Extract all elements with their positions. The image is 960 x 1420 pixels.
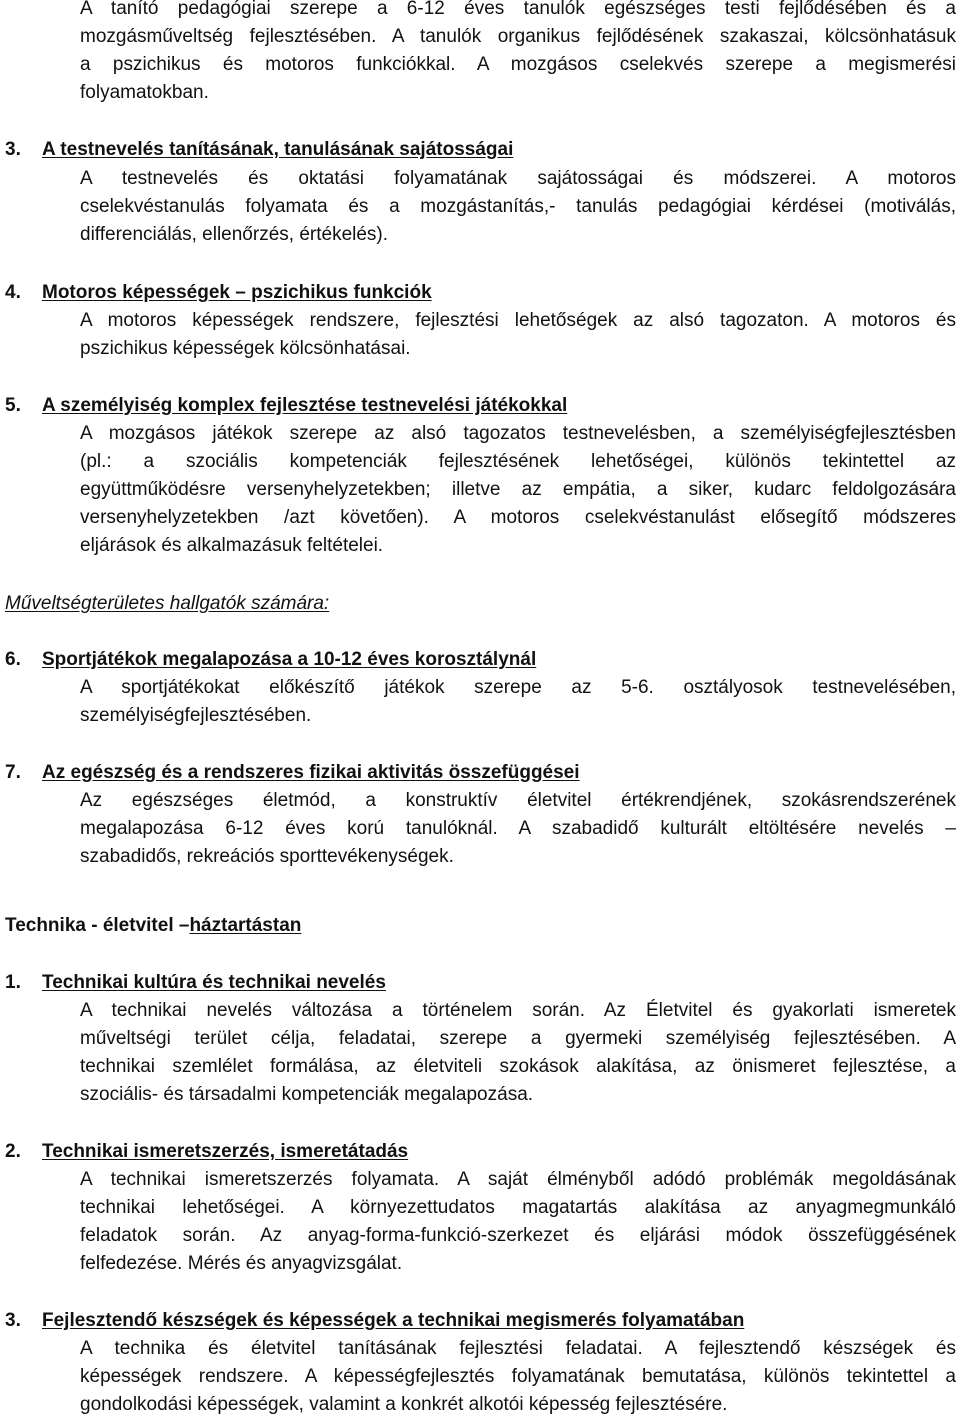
intro-line: a pszichikus és motoros funkciókkal. A mozgásos cselekvés szerepe a megismerési (80, 54, 956, 75)
subheading-italic: Műveltségterületes hallgatók számára: (5, 593, 330, 614)
item-line: képességek rendszere. A képességfejlesztés folyamatának bemutatása, különös tekintettel a (80, 1366, 956, 1387)
intro-line: mozgásműveltség fejlesztésében. A tanulók organikus fejlődésének szakaszai, kölcsönhatásuk (80, 26, 956, 47)
item-line: A mozgásos játékok szerepe az alsó tagozatos testnevelésben, a személyiségfejlesztésben (80, 423, 956, 444)
item-line: műveltségi terület célja, feladatai, szerepe a gyermeki személyiség fejlesztésében. A (80, 1028, 956, 1049)
item-number: 5. (5, 395, 21, 416)
item-number: 7. (5, 762, 21, 783)
item-heading (5, 1138, 408, 1166)
item-line: gondolkodási képességek, valamint a konkrét alkotói képesség fejlesztésére. (80, 1394, 728, 1415)
item-line: személyiségfejlesztésében. (80, 705, 312, 726)
item-line: A technikai ismeretszerzés folyamata. A saját élményből adódó problémák megoldásának (80, 1169, 956, 1190)
item-heading (5, 969, 386, 997)
item-title: Technikai kultúra és technikai nevelés (42, 972, 386, 993)
item-title: Fejlesztendő készségek és képességek a technikai megismerés folyamatában (42, 1310, 745, 1331)
section-heading (5, 912, 301, 940)
intro-line: A tanító pedagógiai szerepe a 6-12 éves tanulók egészséges testi fejlődésében és a (80, 0, 956, 19)
item-number: 2. (5, 1141, 21, 1162)
item-number: 4. (5, 282, 21, 303)
item-line: A testnevelés és oktatási folyamatának sajátosságai és módszerei. A motoros (80, 168, 956, 189)
item-title: A testnevelés tanításának, tanulásának sajátosságai (42, 139, 514, 160)
item-heading (5, 1307, 744, 1335)
item-heading (5, 136, 513, 164)
intro-line: folyamatokban. (80, 82, 209, 103)
item-title: Motoros képességek – pszichikus funkciók (42, 282, 432, 303)
item-number: 3. (5, 1310, 21, 1331)
item-line: A technika és életvitel tanításának fejlesztési feladatai. A fejlesztendő készségek és (80, 1338, 956, 1359)
item-line: A motoros képességek rendszere, fejlesztési lehetőségek az alsó tagozaton. A motoros és (80, 310, 956, 331)
item-number: 6. (5, 649, 21, 670)
item-line: eljárások és alkalmazásuk feltételei. (80, 535, 384, 556)
item-line: technikai szemlélet formálása, az életviteli szokások alakítása, az önismeret fejlesztése, a (80, 1056, 956, 1077)
item-title: A személyiség komplex fejlesztése testnevelési játékokkal (42, 395, 568, 416)
section-heading-underlined: háztartástan (189, 915, 302, 936)
item-heading (5, 646, 536, 674)
item-heading (5, 392, 567, 420)
item-line: felfedezése. Mérés és anyagvizsgálat. (80, 1253, 403, 1274)
item-line: szabadidős, rekreációs sporttevékenységek. (80, 846, 454, 867)
item-line: A sportjátékokat előkészítő játékok szerepe az 5-6. osztályosok testnevelésében, (80, 677, 956, 698)
item-heading (5, 279, 432, 307)
item-line: pszichikus képességek kölcsönhatásai. (80, 338, 411, 359)
item-line: versenyhelyzetekben /azt követően). A motoros cselekvéstanulást elősegítő módszeres (80, 507, 956, 528)
item-title: Az egészség és a rendszeres fizikai aktivitás összefüggései (42, 762, 580, 783)
item-line: (pl.: a szociális kompetenciák fejlesztésének lehetőségei, különös tekintettel az (80, 451, 956, 472)
item-number: 1. (5, 972, 21, 993)
item-line: A technikai nevelés változása a történelem során. Az Életvitel és gyakorlati ismeretek (80, 1000, 956, 1021)
item-title: Sportjátékok megalapozása a 10-12 éves korosztálynál (42, 649, 537, 670)
item-title: Technikai ismeretszerzés, ismeretátadás (42, 1141, 409, 1162)
item-line: feladatok során. Az anyag-forma-funkció-szerkezet és eljárási módok összefüggésének (80, 1225, 956, 1246)
item-line: differenciálás, ellenőrzés, értékelés). (80, 224, 389, 245)
item-line: cselekvéstanulás folyamata és a mozgástanítás,- tanulás pedagógiai kérdései (motiválás, (80, 196, 956, 217)
item-line: technikai lehetőségei. A környezettudatos magatartás alakítása az anyagmegmunkáló (80, 1197, 956, 1218)
item-heading (5, 759, 580, 787)
item-line: megalapozása 6-12 éves korú tanulóknál. A szabadidő kulturált eltöltésére nevelés – (80, 818, 956, 839)
item-line: Az egészséges életmód, a konstruktív életvitel értékrendjének, szokásrendszerének (80, 790, 956, 811)
section-heading-lead: Technika - életvitel – (5, 915, 190, 936)
item-line: szociális- és társadalmi kompetenciák megalapozása. (80, 1084, 534, 1105)
item-line: együttműködésre versenyhelyzetekben; illetve az empátia, a siker, kudarc feldolgozására (80, 479, 956, 500)
item-number: 3. (5, 139, 21, 160)
